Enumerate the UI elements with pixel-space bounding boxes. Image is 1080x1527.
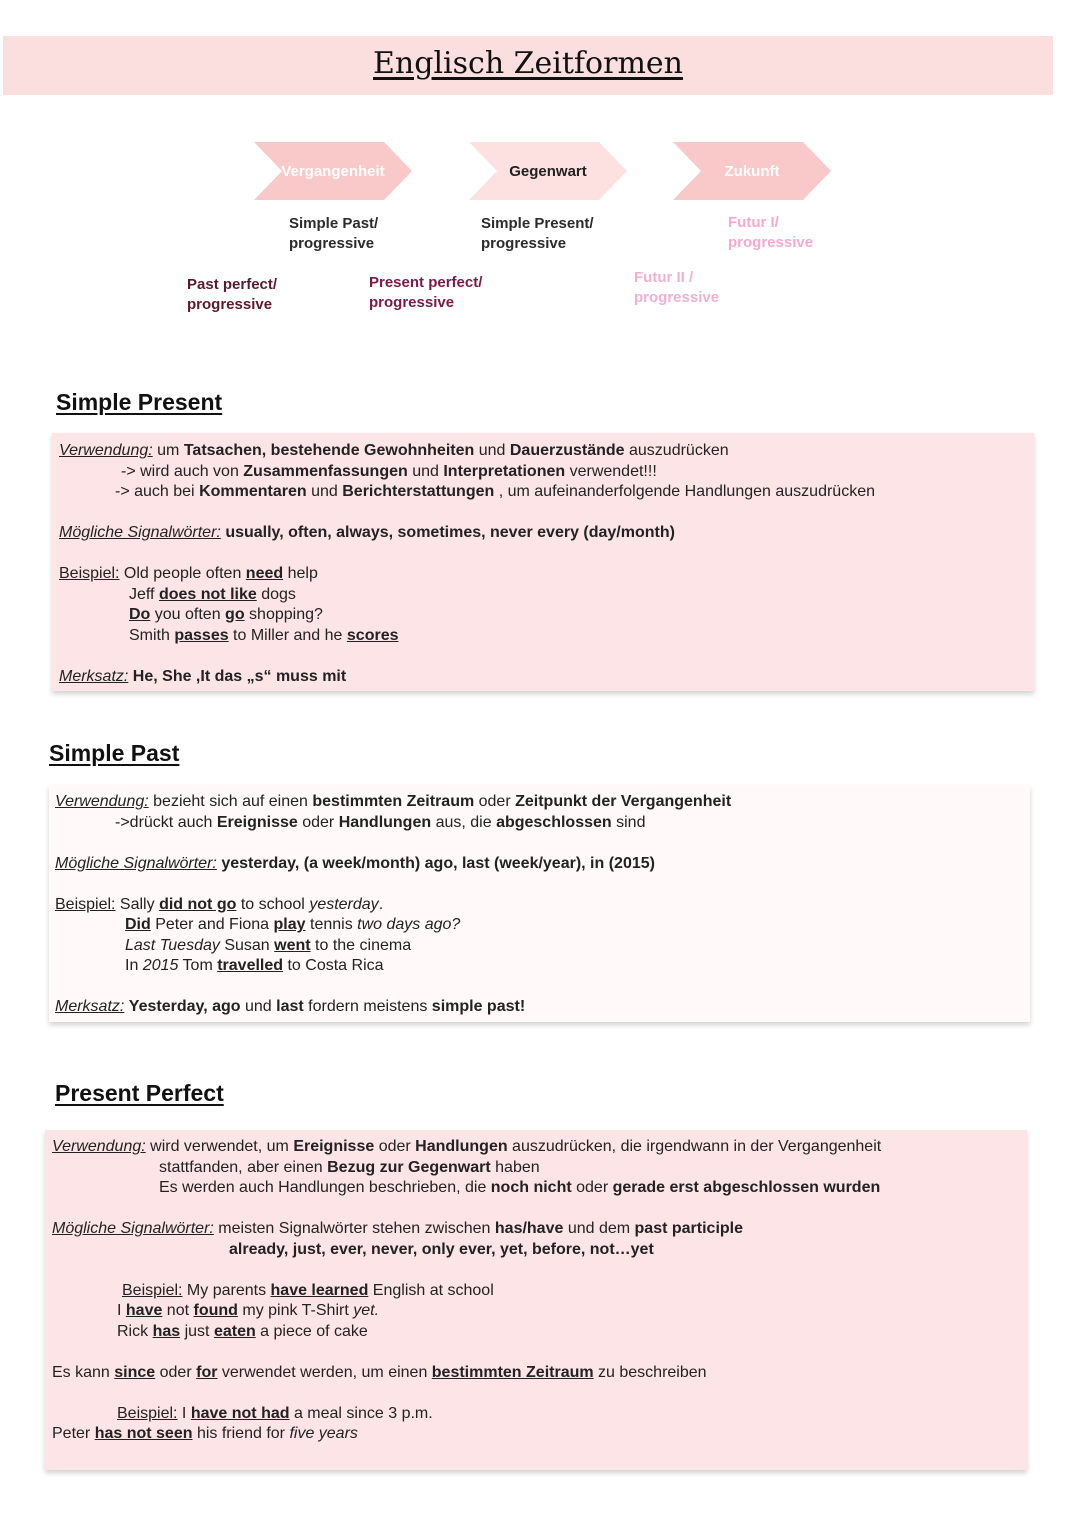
text-segment: past participle	[634, 1220, 744, 1237]
tense-line: progressive	[728, 234, 814, 251]
text-segment: Peter	[52, 1425, 95, 1442]
text-segment: -> auch bei	[115, 483, 200, 500]
text-segment: travelled	[217, 957, 284, 974]
text-segment: I	[177, 1404, 191, 1422]
text-line	[59, 667, 1034, 688]
text-segment: shopping?	[244, 606, 323, 623]
blank-line	[59, 646, 1034, 667]
text-segment: ->drückt auch	[115, 813, 217, 831]
text-segment: Kommentaren	[199, 483, 307, 500]
text-line	[59, 441, 1034, 462]
text-segment: Beispiel:	[55, 895, 116, 913]
section-heading-present-perfect: Present Perfect	[55, 1080, 224, 1106]
text-segment: bestimmten Zeitraum	[431, 1363, 594, 1381]
text-segment: Beispiel:	[117, 1404, 178, 1422]
text-line	[52, 1240, 1027, 1261]
text-segment: did not go	[159, 895, 237, 913]
text-line	[55, 854, 1030, 875]
blank-line	[55, 977, 1030, 998]
text-segment: aus, die	[431, 813, 497, 831]
text-segment: a meal since 3 p.m.	[289, 1404, 433, 1422]
text-segment: English at school	[368, 1281, 494, 1299]
blank-line	[55, 833, 1030, 854]
text-segment: Es werden auch Handlungen beschrieben, die	[159, 1179, 491, 1196]
blank-line	[52, 1383, 1027, 1404]
text-segment: bestimmten Zeitraum	[312, 793, 475, 810]
tense-line: Simple Present/	[481, 215, 594, 232]
text-segment: his friend for	[192, 1425, 290, 1442]
tense-line: Futur I/	[728, 214, 779, 231]
text-segment: Tom	[178, 957, 218, 974]
text-segment: stattfanden, aber einen	[159, 1158, 328, 1176]
text-segment: has/have	[494, 1220, 564, 1237]
section-heading-simple-past: Simple Past	[49, 740, 180, 766]
text-segment: , um aufeinanderfolgende Handlungen auszudrücken	[494, 483, 875, 500]
text-segment: sind	[611, 813, 646, 831]
text-segment: eaten	[213, 1322, 256, 1340]
text-segment: five years	[289, 1425, 358, 1442]
text-segment: Merksatz:	[59, 667, 129, 685]
text-line	[52, 1281, 1027, 1302]
text-segment: has not seen	[94, 1425, 193, 1442]
tense-futur-2	[634, 268, 719, 308]
text-segment: Smith	[129, 626, 175, 644]
text-line	[59, 585, 1034, 606]
text-segment: Sally	[115, 895, 160, 913]
text-line	[52, 1137, 1027, 1158]
text-line	[52, 1219, 1027, 1240]
text-segment: to school	[236, 895, 310, 913]
text-segment: my pink T-Shirt	[237, 1302, 354, 1319]
text-segment: Beispiel:	[122, 1281, 183, 1299]
text-segment: found	[193, 1302, 238, 1319]
text-segment: -> wird auch von	[121, 462, 244, 480]
text-segment: since	[114, 1363, 156, 1381]
simple-present-box	[52, 433, 1034, 691]
text-segment: Mögliche Signalwörter:	[59, 524, 221, 541]
tense-futur-1	[728, 213, 813, 253]
text-segment: meisten Signalwörter stehen zwischen	[213, 1220, 495, 1237]
text-segment: just	[180, 1322, 214, 1340]
text-segment: gerade erst abgeschlossen wurden	[612, 1179, 881, 1196]
tense-present-perfect	[369, 273, 482, 313]
text-line	[59, 482, 1034, 503]
blank-line	[52, 1342, 1027, 1363]
text-segment: auszudrücken	[624, 442, 729, 459]
text-segment: Verwendung:	[59, 442, 153, 459]
arrow-label: Gegenwart	[509, 162, 587, 180]
text-segment: have learned	[270, 1281, 369, 1299]
text-segment: you often	[150, 606, 226, 623]
text-segment: tennis	[305, 916, 358, 933]
text-segment: Last Tuesday	[125, 936, 220, 954]
text-segment: usually, often, always, sometimes, never every (day/month)	[225, 524, 675, 541]
text-segment: He, She ,It das „s“ muss mit	[132, 667, 347, 685]
text-segment: Interpretationen	[443, 462, 566, 480]
text-segment: und dem	[563, 1220, 635, 1237]
text-segment: went	[274, 936, 311, 954]
tense-line: progressive	[481, 235, 567, 252]
tense-line: progressive	[634, 289, 720, 306]
text-line	[55, 936, 1030, 957]
text-line	[55, 997, 1030, 1018]
text-segment: Merksatz:	[55, 998, 125, 1015]
text-segment: Tatsachen, bestehende Gewohnheiten	[183, 442, 475, 459]
tense-line: progressive	[369, 294, 455, 311]
text-segment: Verwendung:	[55, 793, 149, 810]
arrow-gegenwart	[469, 142, 627, 200]
text-segment: und	[407, 462, 444, 480]
text-segment: not	[162, 1302, 194, 1319]
text-segment: yesterday, (a week/month) ago, last (week/year), in (2015)	[221, 854, 655, 872]
text-segment: und	[306, 483, 343, 500]
tense-line: Past perfect/	[187, 276, 278, 293]
text-segment: two days ago?	[357, 916, 461, 933]
text-segment: already, just, ever, never, only ever, yet, before, not…yet	[229, 1240, 654, 1258]
text-segment: a piece of cake	[255, 1322, 368, 1340]
text-segment: haben	[490, 1158, 540, 1176]
blank-line	[52, 1260, 1027, 1281]
text-line	[52, 1322, 1027, 1343]
text-segment: Ereignisse	[216, 813, 298, 831]
text-segment: 2015	[142, 957, 179, 974]
text-segment: Verwendung:	[52, 1138, 146, 1155]
text-segment: Es kann	[52, 1363, 115, 1381]
arrow-vergangenheit	[254, 142, 412, 200]
text-segment: zu beschreiben	[593, 1363, 707, 1381]
text-line	[59, 462, 1034, 483]
text-line	[52, 1158, 1027, 1179]
text-segment: simple past!	[431, 998, 526, 1015]
text-line	[52, 1301, 1027, 1322]
text-segment: last	[276, 998, 304, 1015]
text-segment: yesterday	[309, 895, 379, 913]
text-segment: for	[196, 1363, 218, 1381]
text-line	[52, 1363, 1027, 1384]
text-segment: have not had	[190, 1404, 290, 1422]
text-line	[55, 915, 1030, 936]
text-segment: oder	[571, 1179, 613, 1196]
text-segment: auszudrücken, die irgendwann in der Vergangenheit	[507, 1138, 882, 1155]
tense-simple-past	[289, 214, 378, 254]
text-segment: abgeschlossen	[496, 813, 612, 831]
present-perfect-box	[45, 1130, 1027, 1470]
text-segment: Zeitpunkt der Vergangenheit	[515, 793, 732, 810]
text-segment: um	[152, 442, 184, 459]
text-segment: passes	[174, 626, 229, 644]
text-segment: Mögliche Signalwörter:	[55, 854, 217, 872]
text-segment: Peter and Fiona	[150, 916, 274, 933]
text-segment: .	[378, 895, 384, 913]
text-segment: Jeff	[129, 585, 159, 603]
text-line	[55, 956, 1030, 977]
text-segment: need	[245, 565, 284, 582]
text-segment: My parents	[182, 1281, 271, 1299]
text-line	[59, 523, 1034, 544]
page-title: Englisch Zeitformen	[373, 46, 683, 81]
tense-line: progressive	[289, 235, 375, 252]
blank-line	[59, 503, 1034, 524]
arrow-label: Zukunft	[724, 162, 780, 180]
text-line	[59, 605, 1034, 626]
text-segment: does not like	[158, 585, 257, 603]
text-segment: Handlungen	[415, 1138, 508, 1155]
text-segment: fordern meistens	[303, 998, 432, 1015]
text-segment: play	[273, 916, 306, 933]
text-segment: to Costa Rica	[283, 957, 384, 974]
tense-simple-present	[481, 214, 594, 254]
text-segment: noch nicht	[490, 1179, 572, 1196]
arrow-zukunft	[673, 142, 831, 200]
arrow-label: Vergangenheit	[281, 162, 385, 180]
text-segment: verwendet!!!	[565, 462, 657, 480]
tense-line: Simple Past/	[289, 215, 379, 232]
tense-line: Present perfect/	[369, 274, 483, 291]
text-segment: oder	[155, 1363, 197, 1381]
text-segment: has	[152, 1322, 181, 1340]
text-line	[52, 1424, 1027, 1445]
text-line	[55, 813, 1030, 834]
tense-line: progressive	[187, 296, 273, 313]
text-segment: to the cinema	[310, 936, 412, 954]
blank-line	[55, 874, 1030, 895]
blank-line	[52, 1199, 1027, 1220]
text-segment: oder	[474, 793, 516, 810]
text-segment: oder	[374, 1138, 416, 1155]
text-segment: Beispiel:	[59, 565, 120, 582]
text-segment: go	[225, 606, 245, 623]
tense-past-perfect	[187, 275, 277, 315]
section-heading-simple-present: Simple Present	[56, 389, 223, 415]
text-line	[59, 564, 1034, 585]
text-segment: scores	[346, 626, 399, 644]
text-segment: Did	[125, 916, 151, 933]
text-segment: Old people often	[119, 565, 246, 582]
text-line	[55, 895, 1030, 916]
text-segment: Rick	[117, 1322, 153, 1340]
text-segment: have	[125, 1302, 163, 1319]
text-line	[55, 792, 1030, 813]
text-segment: Ereignisse	[293, 1138, 375, 1155]
text-line	[52, 1404, 1027, 1425]
text-segment: und	[240, 998, 277, 1015]
text-segment: wird verwendet, um	[145, 1138, 294, 1155]
text-segment: oder	[297, 813, 339, 831]
text-segment: dogs	[256, 585, 296, 603]
text-segment: Do	[129, 606, 151, 623]
text-segment: Berichterstattungen	[342, 483, 495, 500]
text-segment: bezieht sich auf einen	[148, 793, 313, 810]
text-segment: yet.	[353, 1302, 380, 1319]
text-segment: Mögliche Signalwörter:	[52, 1220, 214, 1237]
text-segment: help	[283, 565, 318, 582]
blank-line	[59, 544, 1034, 565]
tense-line: Futur II /	[634, 269, 694, 286]
text-segment: Dauerzustände	[509, 442, 625, 459]
text-segment: verwendet werden, um einen	[217, 1363, 432, 1381]
text-segment: to Miller and he	[228, 626, 347, 644]
text-segment: Susan	[219, 936, 275, 954]
text-segment: In	[125, 957, 143, 974]
text-segment: und	[474, 442, 510, 459]
text-segment: Yesterday, ago	[128, 998, 241, 1015]
text-segment: Zusammenfassungen	[243, 462, 408, 480]
simple-past-box	[49, 785, 1030, 1022]
text-line	[59, 626, 1034, 647]
text-segment: I	[117, 1302, 126, 1319]
text-line	[52, 1178, 1027, 1199]
text-segment: Bezug zur Gegenwart	[327, 1158, 491, 1176]
text-segment: Handlungen	[338, 813, 432, 831]
